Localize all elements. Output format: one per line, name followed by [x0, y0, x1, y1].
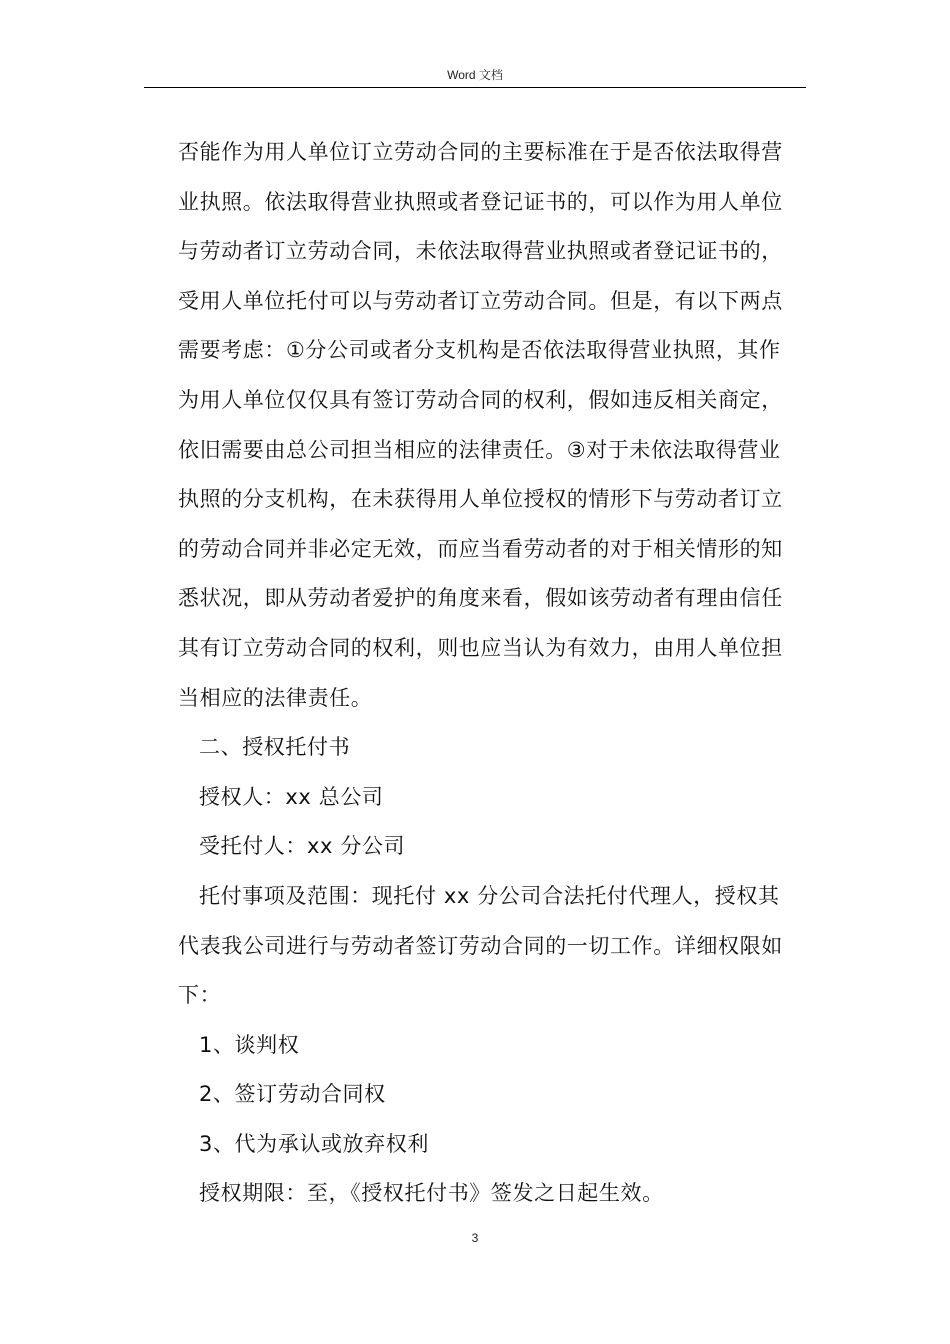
text-line: 需要考虑：①分公司或者分支机构是否依法取得营业执照，其作: [178, 338, 781, 363]
page-header: [144, 66, 806, 83]
text-line: 依旧需要由总公司担当相应的法律责任。③对于未依法取得营业: [178, 437, 781, 462]
text-line: 受用人单位托付可以与劳动者订立劳动合同。但是，有以下两点: [178, 288, 783, 313]
text-line: 下：: [178, 983, 222, 1008]
header-divider: [144, 87, 806, 88]
section-heading: 二、授权托付书: [199, 735, 351, 760]
term-line: 授权期限：至，《授权托付书》签发之日起生效。: [199, 1181, 664, 1206]
text-line: 否能作为用人单位订立劳动合同的主要标准在于是否依法取得营: [178, 140, 783, 164]
authorizer-line: 授权人：xx 总公司: [199, 784, 384, 809]
body-paragraph-intro: [178, 128, 806, 723]
text-line: 当相应的法律责任。: [178, 685, 373, 710]
text-line: 与劳动者订立劳动合同，未依法取得营业执照或者登记证书的，: [178, 239, 783, 264]
header-title: Word 文档: [447, 68, 503, 82]
text-line: 执照的分支机构，在未获得用人单位授权的情形下与劳动者订立: [178, 487, 783, 512]
scope-paragraph: [178, 872, 806, 1021]
text-line: 托付事项及范围：现托付 xx 分公司合法托付代理人，授权其: [199, 883, 780, 908]
list-item: 1、谈判权: [199, 1032, 300, 1057]
list-item: 2、签订劳动合同权: [199, 1082, 386, 1107]
text-line: 的劳动合同并非必定无效，而应当看劳动者的对于相关情形的知: [178, 536, 783, 561]
trustee-line: 受托付人：xx 分公司: [199, 834, 406, 859]
text-line: 业执照。依法取得营业执照或者登记证书的，可以作为用人单位: [178, 189, 783, 214]
text-line: 为用人单位仅仅具有签订劳动合同的权利，假如违反相关商定，: [178, 387, 783, 412]
document-body: [178, 128, 806, 1219]
text-line: 其有订立劳动合同的权利，则也应当认为有效力，由用人单位担: [178, 635, 783, 660]
page-footer: [144, 1231, 806, 1245]
text-line: 代表我公司进行与劳动者签订劳动合同的一切工作。详细权限如: [178, 933, 783, 958]
list-item: 3、代为承认或放弃权利: [199, 1131, 429, 1156]
text-line: 悉状况，即从劳动者爱护的角度来看，假如该劳动者有理由信任: [178, 586, 783, 611]
page-number: 3: [471, 1231, 479, 1245]
